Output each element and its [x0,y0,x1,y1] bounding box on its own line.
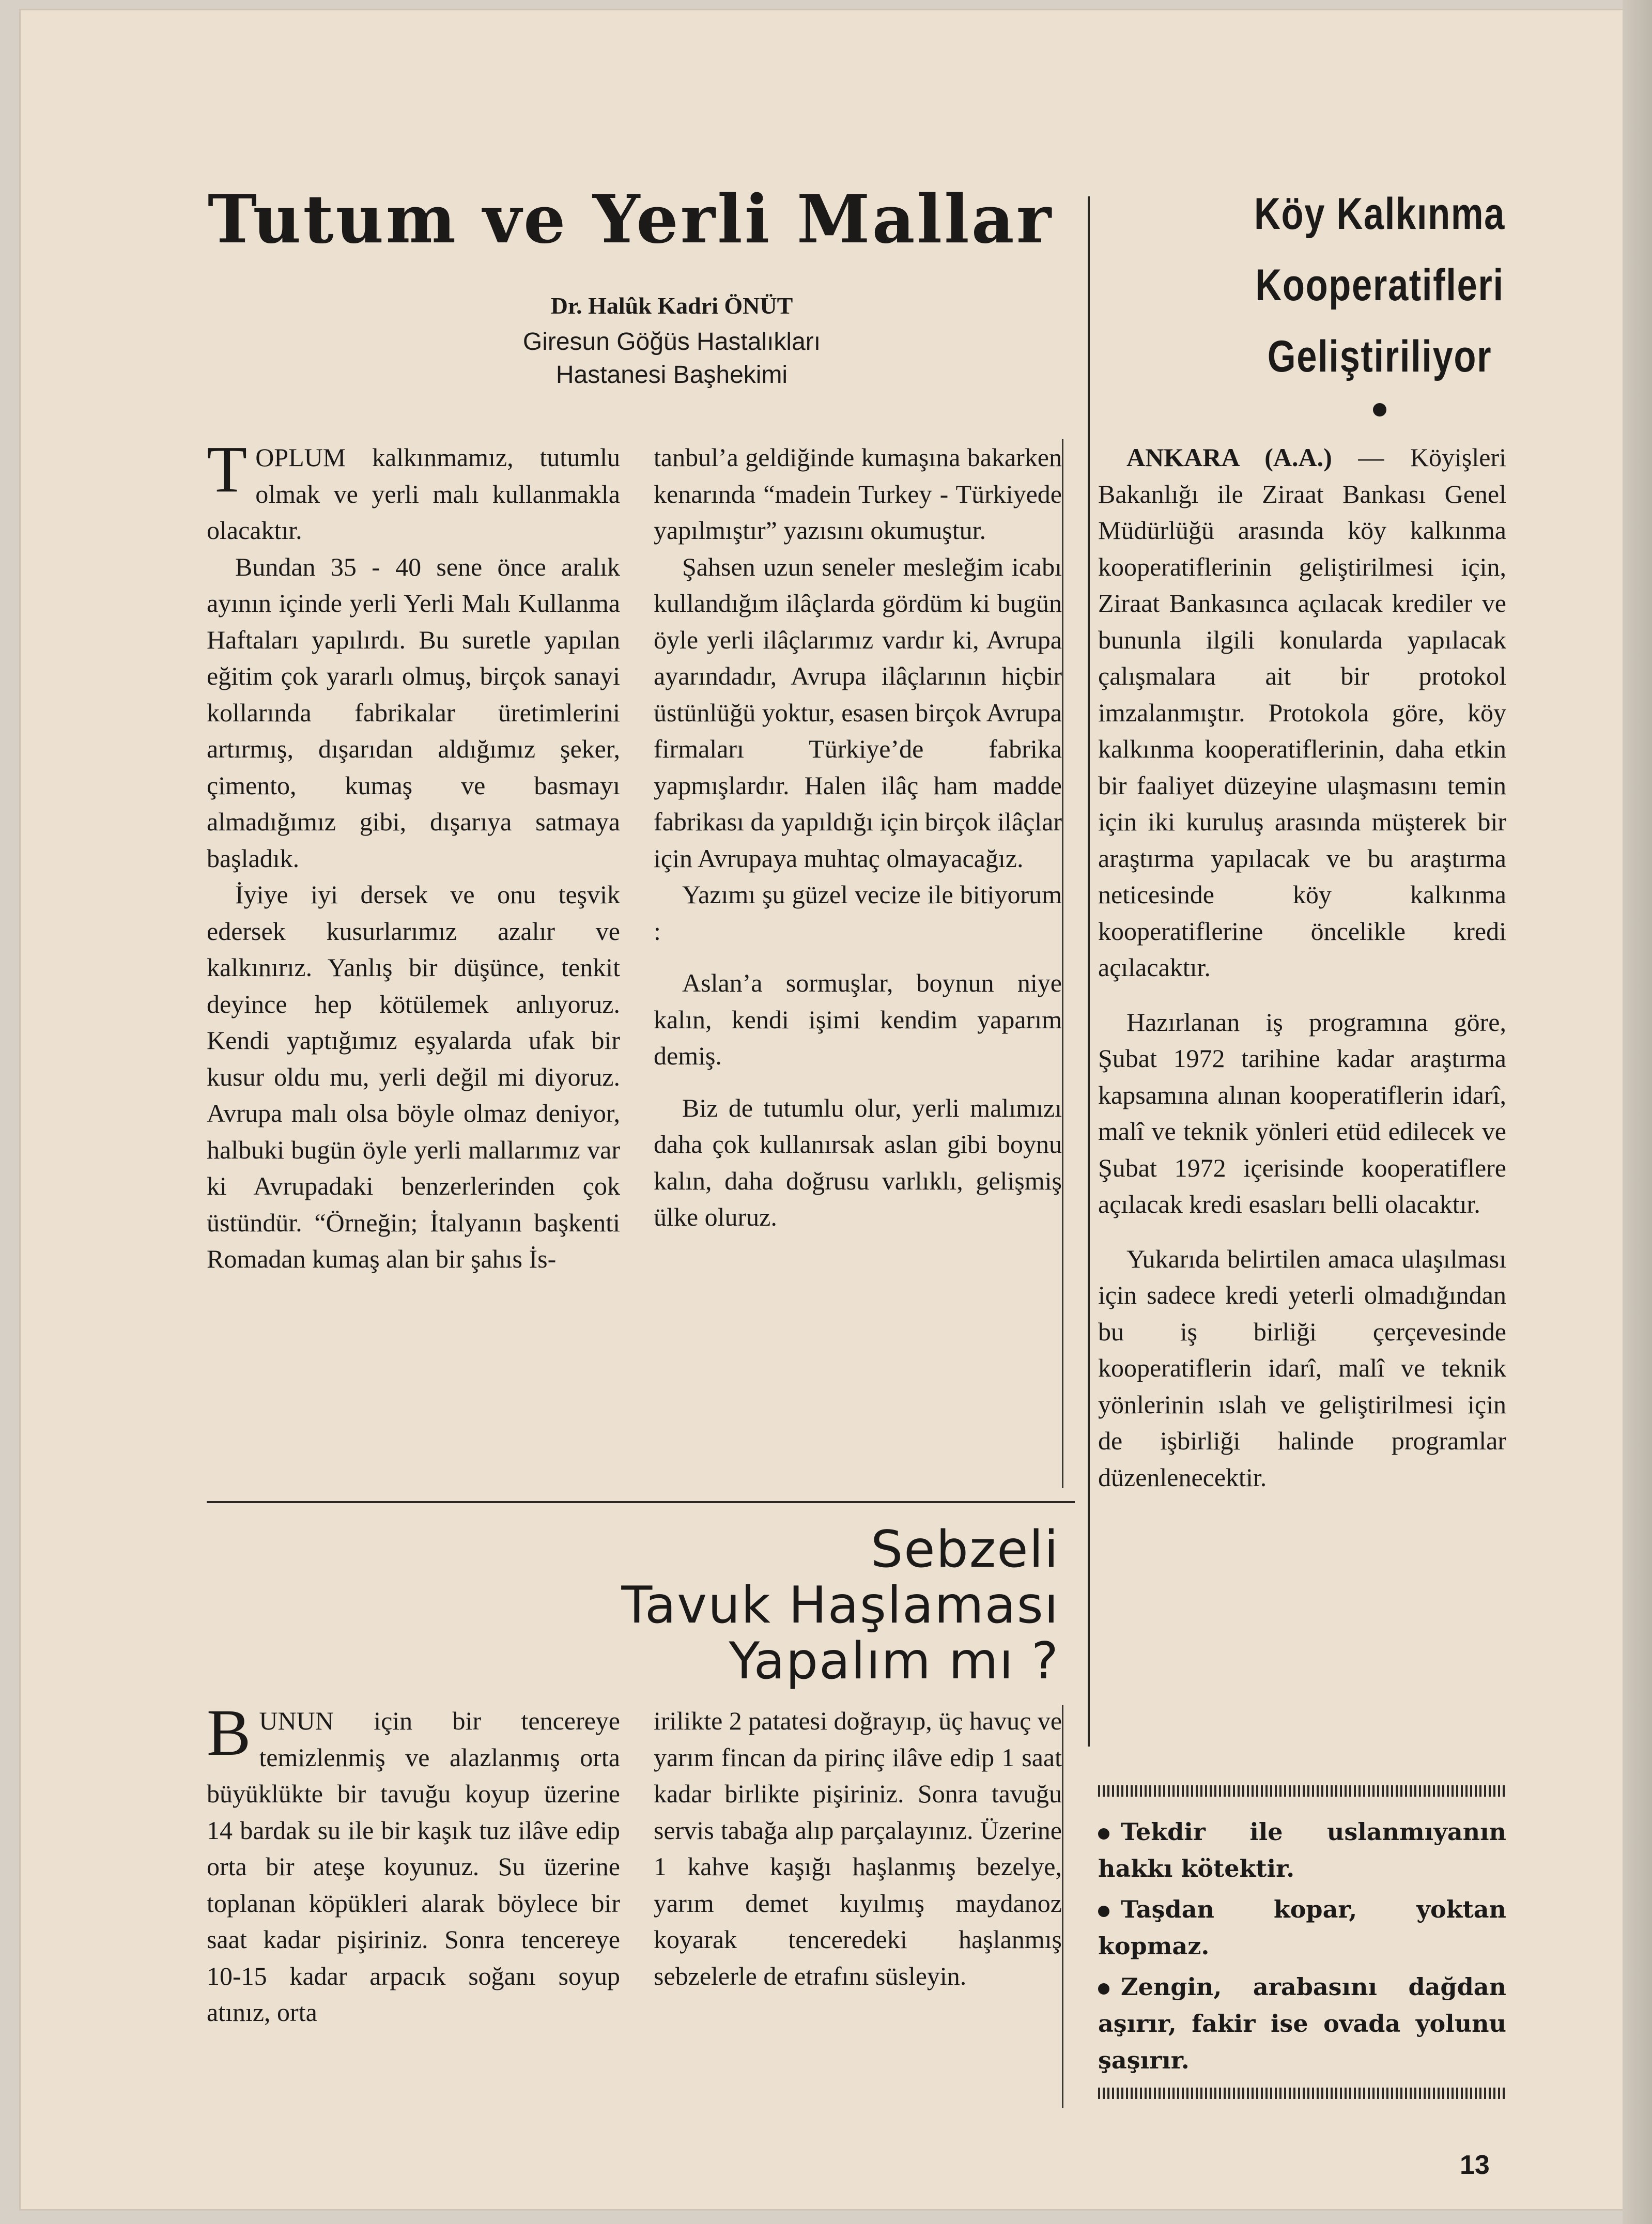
paragraph: UNUN için bir tencereye temizlenmiş ve alazlanmış orta büyüklükte bir tavuğu koyup üzerine 14 bardak su ile bir kaşık tuz ilâve edip orta bir ateşe koyunuz. Su üzerine toplanan köpükleri alarak böylece bir saat kadar pişiriniz. Sonra tencereye 10-15 kadar arpacık soğanı soyup atınız, orta [207,1706,620,2027]
paragraph: irilikte 2 patatesi doğrayıp, üç havuç ve yarım fincan da pirinç ilâve edip 1 saat kadar birlikte pişiriniz. Sonra tavuğu servis tabağa alıp parçalayınız. Üzerine 1 kahve kaşığı haşlanmış bezelye, yarım demet kıyılmış maydanoz koyarak tenceredeki haşlanmış sebzelerle de etrafını süsleyin. [654,1706,1062,1990]
section-divider [1088,196,1090,1747]
saying: Taşdan kopar, yoktan kopmaz. [1098,1895,1506,1960]
section-divider [207,1501,1075,1503]
recipe-title-line: Tavuk Haşlaması [621,1576,1059,1635]
paragraph [1098,439,1506,986]
paragraph: Biz de tutumlu olur, yerli malımızı daha çok kullanırsak aslan gibi boynu kalın, daha doğrusu varlıklı, gelişmiş ülke oluruz. [654,1093,1062,1231]
article-author: Dr. Halûk Kadri ÖNÜT [550,292,793,319]
sayings-box [1098,1814,1506,2083]
paragraph: Yukarıda belirtilen amaca ulaşılması için sadece kredi yeterli olmadığından bu iş birliği çerçevesinde kooperatiflerin idarî, malî ve teknik yönlerinin ıslah ve geliştirilmesi için de işbirliği halinde programlar düzenlenecektir. [1098,1244,1506,1492]
article-title: Tutum ve Yerli Mallar [207,181,1054,258]
ornamental-border [1098,2088,1506,2099]
bullet-icon [1098,1983,1109,1995]
drop-cap: T [207,433,248,506]
article-column-1 [207,433,620,1277]
paragraph: Yazımı şu güzel vecize ile bitiyorum : [654,880,1062,946]
recipe-column-1 [207,1696,620,2031]
sidebar-title-line: Kooperatifleri [1255,260,1504,310]
paragraph: tanbul’a geldiğinde kumaşına bakarken kenarında “madein Turkey - Türkiyede yapılmıştır” yazısını okumuştur. [654,443,1062,545]
paragraph: Aslan’a sormuşlar, boynun niye kalın, kendi işimi kendim yaparım demiş. [654,968,1062,1070]
sidebar-title [1214,178,1545,392]
paragraph: Şahsen uzun seneler mesleğim icabı kullandığım ilâçlarda gördüm ki bugün öyle yerli ilâçlarımız vardır ki, Avrupa ayarındadır, Avrupa ilâçlarının hiçbir üstünlüğü yoktur, esasen birçok Avrupa firmaları Türkiye’de fabrika yapmışlardır. Halen ilâç ham madde fabrikası da yapıldığı için birçok ilâçlar için Avrupaya muhtaç olmayacağız. [654,552,1062,873]
paragraph: Bundan 35 - 40 sene önce aralık ayının içinde yerli Yerli Malı Kullanma Haftaları yapılırdı. Bu suretle yapılan eğitim çok yararlı olmuş, birçok sanayi kollarında fabrikalar üretimlerini artırmış, dışarıdan aldığımız şeker, çimento, kumaş ve basmayı almadığımız gibi, dışarıya satmaya başladık. [207,552,620,873]
bullet-icon [1098,1828,1109,1840]
column-rule [1062,1705,1063,2108]
bullet-icon [1098,1906,1109,1917]
column-rule [1062,439,1063,1488]
affiliation-line: Giresun Göğüs Hastalıkları [522,328,821,356]
recipe-title-line: Sebzeli [871,1520,1059,1579]
scan-edge-shadow [1623,0,1652,2224]
paragraph: OPLUM kalkınmamız, tutumlu olmak ve yerli malı kullanmakla olacaktır. [207,443,620,545]
paragraph-text: — Köyişleri Bakanlığı ile Ziraat Bankası Genel Müdürlüğü arasında köy kalkınma kooperatiflerinin geliştirilmesi için, Ziraat Bankasınca açılacak krediler ve bununla ilgili konularda yapılacak çalışmalara ait bir protokol imzalanmıştır. Protokola göre, köy kalkınma kooperatiflerinin, daha etkin bir faaliyet düzeyine ulaşmasını temin için iki kuruluş arasında müşterek bir araştırma yapılacak ve bu araştırma neticesinde köy kalkınma kooperatiflerine öncelikle kredi açılacaktır. [1098,443,1506,982]
ornamental-border [1098,1785,1506,1797]
paragraph: Hazırlanan iş programına göre, Şubat 1972 tarihine kadar araştırma kapsamına alınan kooperatiflerin idarî, malî ve teknik yönleri etüd edilecek ve Şubat 1972 içerisinde kooperatiflere açılacak kredi esasları belli olacaktır. [1098,1007,1506,1218]
paragraph: İyiye iyi dersek ve onu teşvik edersek kusurlarımız azalır ve kalkınırız. Yanlış bir düşünce, tenkit deyince hep kötülemek anlıyoruz. Kendi yaptığımız eşyalarda ufak bir kusur oldu mu, yerli değil mi diyoruz. Avrupa malı olsa böyle olmaz deniyor, halbuki bugün öyle yerli mallarımız var ki Avrupadaki benzerlerinden çok üstündür. “Örneğin; İtalyanın başkenti Romadan kumaş alan bir şahıs İs- [207,880,620,1273]
bullet-dot [1373,403,1386,416]
page-number: 13 [1460,2150,1490,2180]
saying: Zengin, arabasını dağdan aşırır, fakir ise ovada yolunu şaşırır. [1098,1973,1506,2074]
sidebar-article-body [1098,439,1506,1495]
dateline: ANKARA (A.A.) [1126,443,1332,472]
affiliation-line: Hastanesi Başhekimi [555,361,788,389]
recipe-column-2 [654,1703,1062,1994]
recipe-title [362,1522,1059,1689]
sidebar-title-line: Köy Kalkınma [1254,189,1506,239]
article-column-2 [654,439,1062,1235]
article-affiliation [310,326,1033,392]
drop-cap: B [207,1696,251,1769]
saying: Tekdir ile uslanmıyanın hakkı kötektir. [1098,1818,1506,1882]
sidebar-title-line: Geliştiriliyor [1267,332,1492,381]
recipe-title-line: Yapalım mı ? [729,1632,1059,1691]
